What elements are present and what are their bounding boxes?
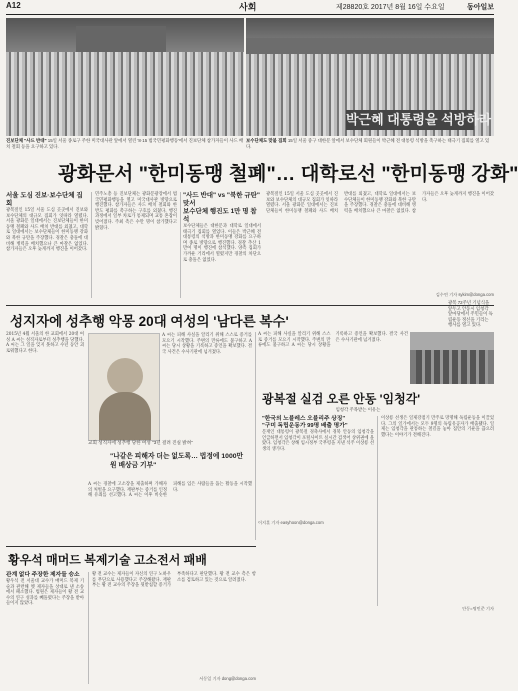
article-body: A 씨는 피해 사실을 알리기 위해 스스로 증거를 모으기 시작했다. 주변의 만류에도 불구하고 A 씨는 당시 상황을 기록하고 증언을 확보했다. 결국 사건은 수사기관에 넘겨졌다. xyxy=(162,333,252,355)
paper-name: 동아일보 xyxy=(466,4,494,11)
roof xyxy=(410,332,494,350)
protest-banner: 박근혜 대통령을 석방하라 xyxy=(346,110,474,130)
figure-head xyxy=(107,358,143,394)
main-col-1 xyxy=(6,192,88,300)
main-col-4 xyxy=(266,192,494,300)
article-body: 문재인 대통령이 광복절 경축사에서 경북 안동의 임청각을 언급하면서 임청각이 포털사이트 실시간 검색어 상위권에 올랐다. 임청각은 상해 임시정부 국무령을 지낸 석주 이상룡 선생의 생가다. xyxy=(262,430,374,452)
article-body: 민주노총 등 진보단체는 광화문광장에서 범국민평화행동을 열고 미국대사관 방향으로 행진했다. 참가자들은 사드 배치 철회와 한반도 평화를 촉구하는 구호를 외쳤다. 행진 과정에서 일부 차로가 통제되며 교통 혼잡이 빚어졌다. 주최 측은 수만 명이 참가했다고 밝혔다. xyxy=(95,192,177,231)
byline: 이지훈 기자 easyhoon@donga.com xyxy=(258,520,324,525)
pull-quote: "나같은 피해자 더는 없도록… 법정에 1000만원 배상금 기부" xyxy=(110,453,244,469)
figure-body xyxy=(99,392,151,440)
illustration xyxy=(88,333,160,441)
caption-title: 보수단체도 맞불 집회 xyxy=(246,138,287,143)
subheading: 관계 없다 주장한 제자들 승소 xyxy=(6,572,80,578)
byline: 서동일 기자 dong@donga.com xyxy=(199,676,256,681)
story3-col-2 xyxy=(381,416,494,616)
story2-col-3 xyxy=(88,482,252,540)
story3-headline: 광복절 실검 오른 안동 '임청각' xyxy=(262,392,421,406)
side-photo-caption: 광복 72주년 기념식을 앞두고 안동시 임청각 앞마당에서 주민들이 독립운동 정신을 기리는 행사를 열고 있다. xyxy=(448,300,493,327)
article-body: 보수단체들은 대한문과 대학로 일대에서 태극기 집회를 열었다. 이들은 박근혜 전 대통령의 석방과 한미동맹 강화를 요구하며 종로 방향으로 행진했다. 경찰 추산 1만여 명이 행진에 참석했다. 양측 집회가 가까운 거리에서 열렸지만 경찰의 차단으로 충돌은 없었다. xyxy=(183,224,261,263)
hanok-photo xyxy=(410,332,494,384)
caption-title: 진보단체 "사드 반대" xyxy=(6,138,47,143)
article-body: 황 전 교수는 제자들이 자신의 연구 노하우를 무단으로 사용했다고 주장해왔다. 재판부는 황 전 교수의 주장을 뒷받침할 증거가 부족하다고 판단했다. 황 전 교수 측은 항소를 검토하고 있는 것으로 알려졌다. xyxy=(92,572,256,589)
byline: 안동=명민준 기자 xyxy=(462,606,494,611)
photo-caption-right xyxy=(246,138,494,150)
photo-caption-left xyxy=(6,138,244,150)
story3-kicker: 임청각 주목받는 이유는 xyxy=(335,407,381,412)
protest-photo-left xyxy=(6,18,244,136)
house-wall xyxy=(416,350,488,384)
article-body: A 씨는 피해 사실을 알리기 위해 스스로 증거를 모으기 시작했다. 주변의 만류에도 불구하고 A 씨는 당시 상황을 기록하고 증언을 확보했다. 결국 사건은 수사기관에 넘겨졌다. xyxy=(258,332,408,349)
caption-text: 15일 서울 종로구 주한 미국대사관 앞에서 열린 '8·15 범국민평화행동'에서 진보단체 참가자들이 사드 배치 철회 등을 요구하고 있다. xyxy=(6,138,244,149)
article-body: A 씨는 경찰에 고소장을 제출하며 가해자의 처벌을 요구했다. 재판부는 증거를 인정해 유죄를 선고했다. A 씨는 이후 비슷한 피해를 입은 사람들을 돕는 활동을 시작했다. xyxy=(88,482,252,499)
issue-date: 제28820호 2017년 8월 16일 수요일 xyxy=(336,4,445,11)
story2-col-1 xyxy=(6,332,84,542)
main-col-2 xyxy=(95,192,177,300)
column-divider xyxy=(180,192,181,298)
story4-col-1 xyxy=(6,572,84,684)
column-divider xyxy=(377,416,378,606)
story3-col-1 xyxy=(262,416,374,606)
article-lead: 2015년 4월 서울의 한 교회에서 20대 여성 A 씨는 성직자로부터 성추행을 당했다. A 씨는 그 일을 잊지 못하고 수년 동안 괴로워했다고 한다. xyxy=(6,332,84,354)
page-header xyxy=(6,0,494,15)
section-divider xyxy=(6,305,494,306)
main-col-3 xyxy=(183,192,261,300)
subheading: "한국의 노블레스 오블리주 상징" xyxy=(262,416,346,422)
story2-headline: 성지자에 성추행 악몽 20대 여성의 '남다른 복수' xyxy=(10,314,289,329)
main-headline: 광화문서 "한미동맹 철폐"… 대학로선 "한미동맹 강화" xyxy=(58,163,518,185)
article-body: 황우석 전 서울대 교수가 매머드 복제 기술과 관련해 옛 제자들을 상대로 낸 소송에서 패소했다. 법원은 제자들이 황 전 교수의 연구 성과를 빼돌렸다는 주장을 받아들이지 않았다. xyxy=(6,579,84,607)
article-body: 광복절인 15일 서울 도심 곳곳에서 진보와 보수단체의 대규모 집회가 잇따라 열렸다. 서울 광화문 일대에서는 진보단체들이 한미동맹 철폐와 사드 배치 반대를 외쳤고, 대학로 일대에서는 보수단체들이 한미동맹 강화와 북한 규탄을 주장했다. 경찰은 충돌에 대비해 병력을 배치했으나 큰 마찰은 없었다. 참가자들은 오후 늦게까지 행진을 이어갔다. xyxy=(6,208,88,253)
subheading: 보수단체 행진도 1만 명 참석 xyxy=(183,208,257,223)
protest-photo-right xyxy=(246,18,494,136)
column-divider xyxy=(91,192,92,298)
section-name: 사회 xyxy=(239,2,257,12)
story4-headline: 황우석 매머드 복제기술 고소전서 패배 xyxy=(8,553,207,567)
subheading: 서울 도심 진보·보수단체 집회 xyxy=(6,192,83,207)
illustration-caption: 교회 성직자에 성추행 당한 여성 "3년 걸려 진실 밝혀" xyxy=(88,440,193,445)
caption-text: 15일 서울 중구 대한문 앞에서 보수단체 회원들이 박근혜 전 대통령 석방을 촉구하는 태극기 집회를 열고 있다. xyxy=(246,138,490,149)
article-body: 이상룡 선생은 일제강점기 만주로 망명해 독립운동을 이끌었다. 그의 일가에서는 모두 9명의 독립유공자가 배출됐다. 일제는 임청각을 관통하는 철길을 놓아 집안의 기운을 끊으려 했다는 이야기가 전해진다. xyxy=(381,416,494,438)
story2-col-2 xyxy=(162,333,252,423)
subheading: "사드 반대" vs "북한 규탄" 맞서 xyxy=(183,192,261,207)
section-divider xyxy=(6,546,256,547)
column-divider xyxy=(88,572,89,684)
subheading: "구미 독립운동가 99명 배출 명가" xyxy=(262,423,348,429)
byline: 김수연 기자 sykim@donga.com xyxy=(435,292,494,297)
story4-col-2 xyxy=(92,572,256,684)
column-divider xyxy=(255,332,256,540)
article-body: 광복절인 15일 서울 도심 곳곳에서 진보와 보수단체의 대규모 집회가 잇따라 열렸다. 서울 광화문 일대에서는 진보단체들이 한미동맹 철폐와 사드 배치 반대를 외쳤고, 대학로 일대에서는 보수단체들이 한미동맹 강화와 북한 규탄을 주장했다. 경찰은 충돌에 대비해 병력을 배치했으나 큰 마찰은 없었다. 참가자들은 오후 늦게까지 행진을 이어갔다. xyxy=(266,192,494,214)
page-number: A12 xyxy=(6,1,21,10)
